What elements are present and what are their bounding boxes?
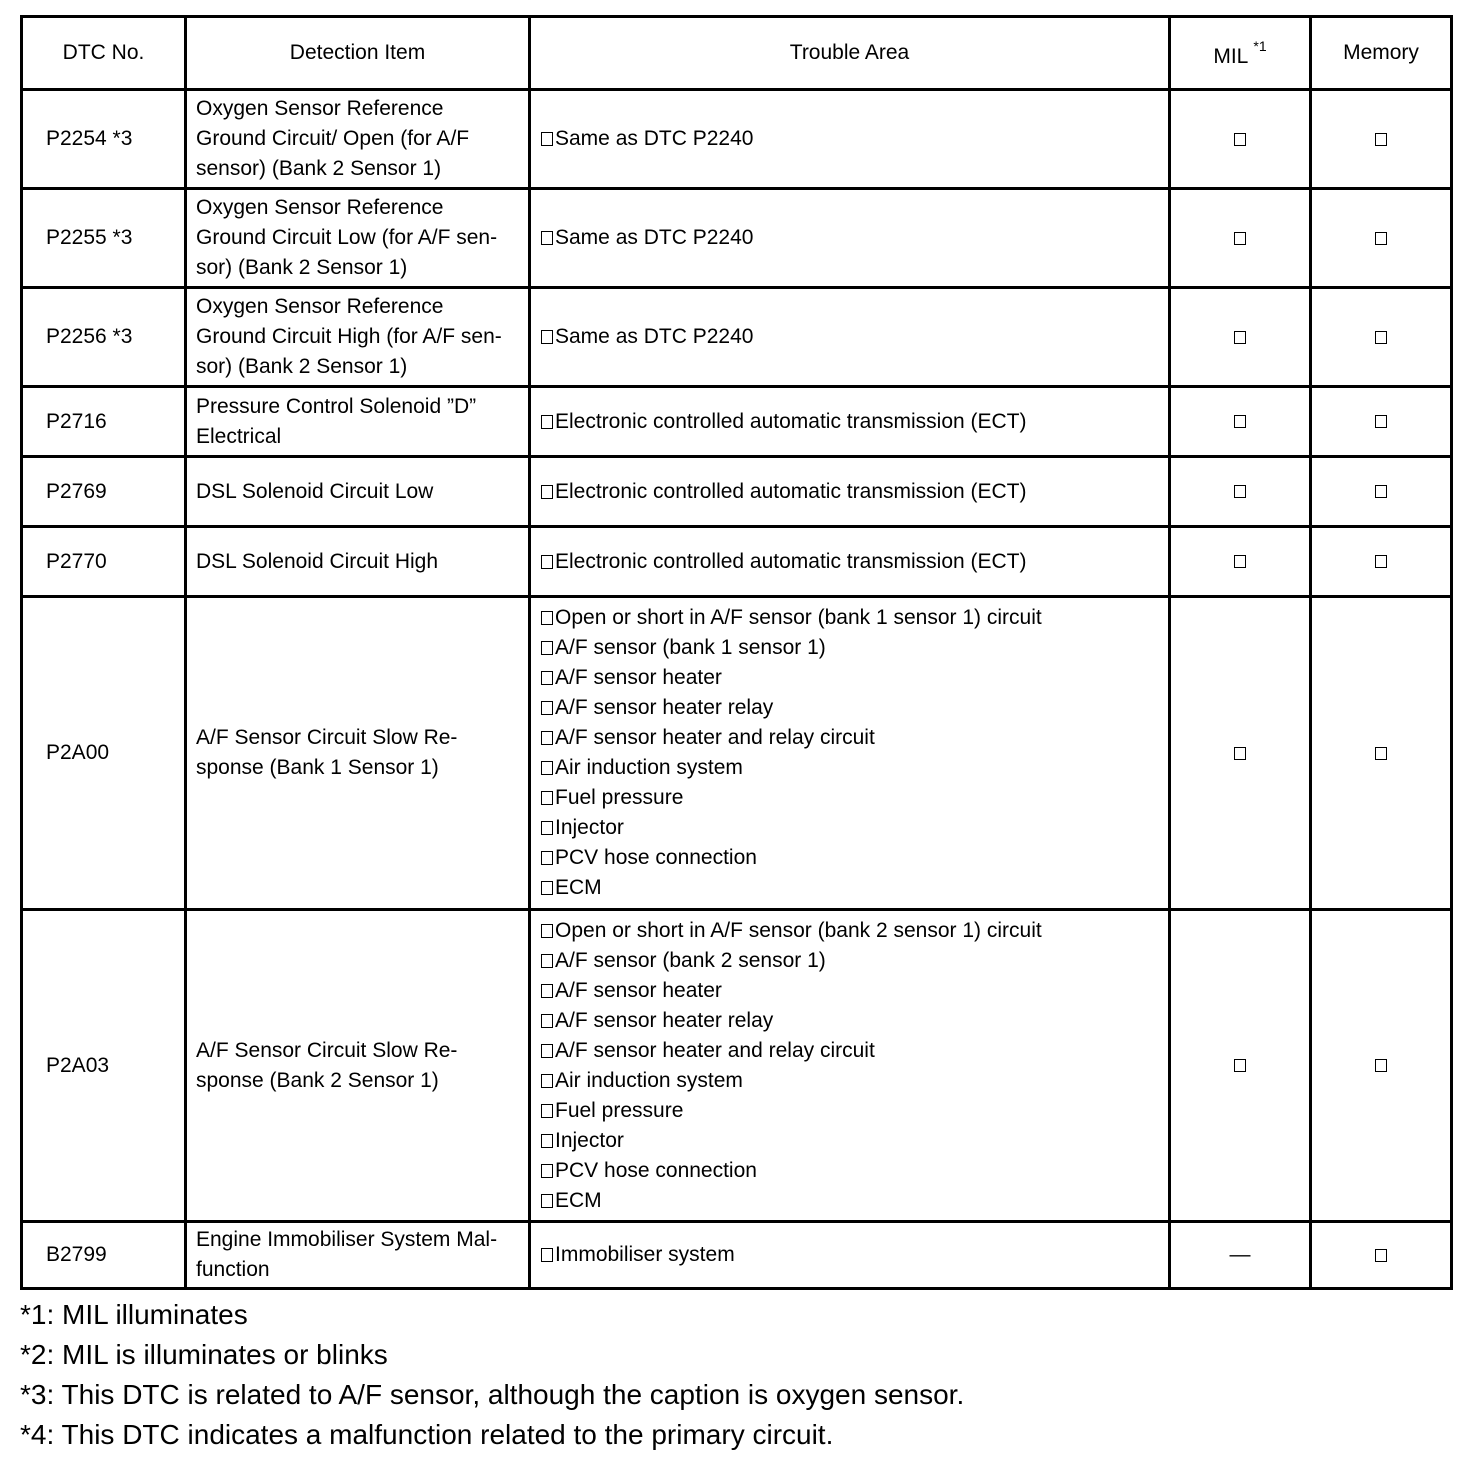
mil-indicator [1170,387,1311,457]
detection-item [186,1222,530,1289]
bullet-box-icon [541,641,553,655]
dtc-code: P2254 *3 [22,90,186,189]
trouble-area-item [541,663,1168,693]
box-icon [1234,415,1246,428]
box-icon [1375,485,1387,498]
table-row [22,457,1452,527]
dtc-code: P2256 *3 [22,288,186,387]
bullet-box-icon [541,671,553,685]
detection-item-line: Ground Circuit/ Open (for A/F [196,127,470,150]
trouble-area-text: Injector [555,816,624,839]
box-icon [1234,485,1246,498]
detection-item-line: Pressure Control Solenoid ”D” [196,394,477,418]
table-row [22,1222,1452,1289]
box-icon [1375,415,1387,428]
memory-indicator [1311,1222,1452,1289]
memory-indicator [1311,288,1452,387]
trouble-area [530,527,1170,597]
mil-indicator [1170,90,1311,189]
memory-indicator [1311,387,1452,457]
trouble-area-text: Air induction system [555,756,743,779]
mil-indicator [1170,457,1311,527]
detection-item [186,189,530,288]
detection-item-line: sor) (Bank 2 Sensor 1) [196,355,408,378]
table-body [22,90,1452,1289]
trouble-area-text: A/F sensor heater and relay circuit [555,1038,875,1062]
bullet-box-icon [541,330,553,344]
trouble-area-item [541,1096,1168,1126]
detection-item-line: A/F Sensor Circuit Slow Re- [196,1038,458,1062]
memory-indicator [1311,527,1452,597]
memory-indicator [1311,457,1452,527]
trouble-area [530,90,1170,189]
box-icon [1234,232,1246,245]
trouble-area-text: Fuel pressure [555,1098,684,1122]
dtc-code: P2A03 [22,910,186,1222]
table-row [22,910,1452,1222]
box-icon [1375,747,1387,760]
trouble-area-item [541,723,1168,753]
detection-item-line: Oxygen Sensor Reference [196,196,444,219]
trouble-area [530,288,1170,387]
box-icon [1375,1249,1387,1262]
trouble-area-text: A/F sensor heater relay [555,696,774,719]
bullet-box-icon [541,954,553,968]
dtc-code: P2A00 [22,597,186,910]
trouble-area-item [541,843,1168,873]
trouble-area-text: A/F sensor (bank 1 sensor 1) [555,636,826,659]
trouble-area [530,387,1170,457]
bullet-box-icon [541,485,553,499]
trouble-area-text: Air induction system [555,1068,743,1092]
bullet-box-icon [541,924,553,938]
trouble-area-item [541,407,1168,437]
trouble-area-item [541,783,1168,813]
detection-item-line: sensor) (Bank 2 Sensor 1) [196,157,442,180]
bullet-box-icon [541,1164,553,1178]
bullet-box-icon [541,881,553,895]
detection-item [186,910,530,1222]
table-row [22,90,1452,189]
header-mil-footnote: *1 [1253,37,1267,54]
trouble-area-item [541,1186,1168,1216]
mil-indicator [1170,1222,1311,1289]
trouble-area-item [541,946,1168,976]
detection-item-line: sor) (Bank 2 Sensor 1) [196,256,408,279]
trouble-area-item [541,1240,1168,1270]
footnote: *3: This DTC is related to A/F sensor, although the caption is oxygen sensor. [20,1379,965,1410]
trouble-area-item [541,873,1168,903]
detection-item [186,597,530,910]
detection-item-line: function [196,1258,270,1281]
header-dtc-no: DTC No. [22,17,186,90]
trouble-area-text: A/F sensor heater [555,666,722,689]
detection-item-line: Electrical [196,424,282,448]
trouble-area-item [541,1126,1168,1156]
table-row [22,597,1452,910]
trouble-area-text: ECM [555,876,602,899]
table-row [22,387,1452,457]
trouble-area-item [541,813,1168,843]
trouble-area-item [541,603,1168,633]
box-icon [1234,133,1246,146]
trouble-area-text: Injector [555,1128,624,1152]
bullet-box-icon [541,731,553,745]
trouble-area-item [541,976,1168,1006]
detection-item-line: DSL Solenoid Circuit High [196,549,439,573]
bullet-box-icon [541,1074,553,1088]
mil-indicator [1170,527,1311,597]
trouble-area-text: PCV hose connection [555,1158,757,1182]
trouble-area-item [541,223,1168,253]
table-row [22,189,1452,288]
detection-item-line: DSL Solenoid Circuit Low [196,479,434,503]
bullet-box-icon [541,761,553,775]
box-icon [1375,232,1387,245]
header-mil-label: MIL [1213,44,1248,68]
bullet-box-icon [541,555,553,569]
header-mil [1170,17,1311,90]
detection-item [186,387,530,457]
trouble-area-item [541,547,1168,577]
detection-item [186,288,530,387]
table-header-row [22,17,1452,90]
header-detection-item: Detection Item [186,17,530,90]
trouble-area-text: Same as DTC P2240 [555,325,754,348]
footnote: *1: MIL illuminates [20,1299,248,1330]
detection-item-line: sponse (Bank 2 Sensor 1) [196,1068,439,1092]
bullet-box-icon [541,1014,553,1028]
trouble-area-text: Electronic controlled automatic transmission (ECT) [555,479,1027,503]
trouble-area [530,189,1170,288]
bullet-box-icon [541,1248,553,1262]
trouble-area-item [541,916,1168,946]
trouble-area [530,597,1170,910]
trouble-area-item [541,633,1168,663]
mil-indicator [1170,189,1311,288]
bullet-box-icon [541,701,553,715]
document-page [20,15,1452,1455]
detection-item-line: Engine Immobiliser System Mal- [196,1228,498,1251]
table-row [22,288,1452,387]
trouble-area-text: Electronic controlled automatic transmission (ECT) [555,549,1027,573]
bullet-box-icon [541,1044,553,1058]
trouble-area-text: Fuel pressure [555,786,684,809]
trouble-area [530,1222,1170,1289]
footnote: *4: This DTC indicates a malfunction related to the primary circuit. [20,1419,834,1450]
trouble-area-text: Open or short in A/F sensor (bank 1 sensor 1) circuit [555,606,1042,629]
trouble-area-item [541,322,1168,352]
trouble-area-text: ECM [555,1188,602,1212]
trouble-area-text: Open or short in A/F sensor (bank 2 sensor 1) circuit [555,918,1042,942]
trouble-area [530,910,1170,1222]
footnote: *2: MIL is illuminates or blinks [20,1339,388,1370]
detection-item [186,527,530,597]
dtc-table [20,15,1453,1290]
mil-indicator [1170,597,1311,910]
box-icon [1234,747,1246,760]
detection-item-line: Oxygen Sensor Reference [196,295,444,318]
box-icon [1234,1059,1246,1072]
header-trouble-area: Trouble Area [530,17,1170,90]
bullet-box-icon [541,415,553,429]
trouble-area-text: A/F sensor heater and relay circuit [555,726,875,749]
trouble-area-text: A/F sensor heater relay [555,1008,774,1032]
detection-item [186,457,530,527]
memory-indicator [1311,189,1452,288]
trouble-area-text: Immobiliser system [555,1243,735,1266]
mil-indicator [1170,288,1311,387]
box-icon [1375,133,1387,146]
dtc-code: P2769 [22,457,186,527]
bullet-box-icon [541,1194,553,1208]
bullet-box-icon [541,1104,553,1118]
mil-indicator [1170,910,1311,1222]
trouble-area-text: Electronic controlled automatic transmission (ECT) [555,409,1027,433]
trouble-area-text: Same as DTC P2240 [555,127,754,150]
bullet-box-icon [541,791,553,805]
header-memory: Memory [1311,17,1452,90]
detection-item [186,90,530,189]
trouble-area [530,457,1170,527]
bullet-box-icon [541,821,553,835]
mil-value: — [1229,1243,1251,1266]
bullet-box-icon [541,851,553,865]
trouble-area-item [541,1066,1168,1096]
bullet-box-icon [541,984,553,998]
table-row [22,527,1452,597]
detection-item-line: Oxygen Sensor Reference [196,97,444,120]
bullet-box-icon [541,132,553,146]
detection-item-line: A/F Sensor Circuit Slow Re- [196,726,458,749]
dtc-code: P2255 *3 [22,189,186,288]
trouble-area-item [541,693,1168,723]
memory-indicator [1311,910,1452,1222]
memory-indicator [1311,90,1452,189]
trouble-area-item [541,753,1168,783]
trouble-area-item [541,124,1168,154]
box-icon [1375,555,1387,568]
bullet-box-icon [541,611,553,625]
detection-item-line: sponse (Bank 1 Sensor 1) [196,756,439,779]
trouble-area-text: A/F sensor (bank 2 sensor 1) [555,948,826,972]
trouble-area-text: PCV hose connection [555,846,757,869]
footnotes [20,1295,1452,1455]
bullet-box-icon [541,1134,553,1148]
dtc-code: P2770 [22,527,186,597]
box-icon [1234,331,1246,344]
bullet-box-icon [541,231,553,245]
box-icon [1375,1059,1387,1072]
trouble-area-item [541,1036,1168,1066]
trouble-area-text: Same as DTC P2240 [555,226,754,249]
trouble-area-text: A/F sensor heater [555,978,722,1002]
trouble-area-item [541,1156,1168,1186]
detection-item-line: Ground Circuit Low (for A/F sen- [196,226,498,249]
dtc-code: P2716 [22,387,186,457]
dtc-code: B2799 [22,1222,186,1289]
trouble-area-item [541,1006,1168,1036]
box-icon [1375,331,1387,344]
memory-indicator [1311,597,1452,910]
detection-item-line: Ground Circuit High (for A/F sen- [196,325,502,348]
box-icon [1234,555,1246,568]
trouble-area-item [541,477,1168,507]
